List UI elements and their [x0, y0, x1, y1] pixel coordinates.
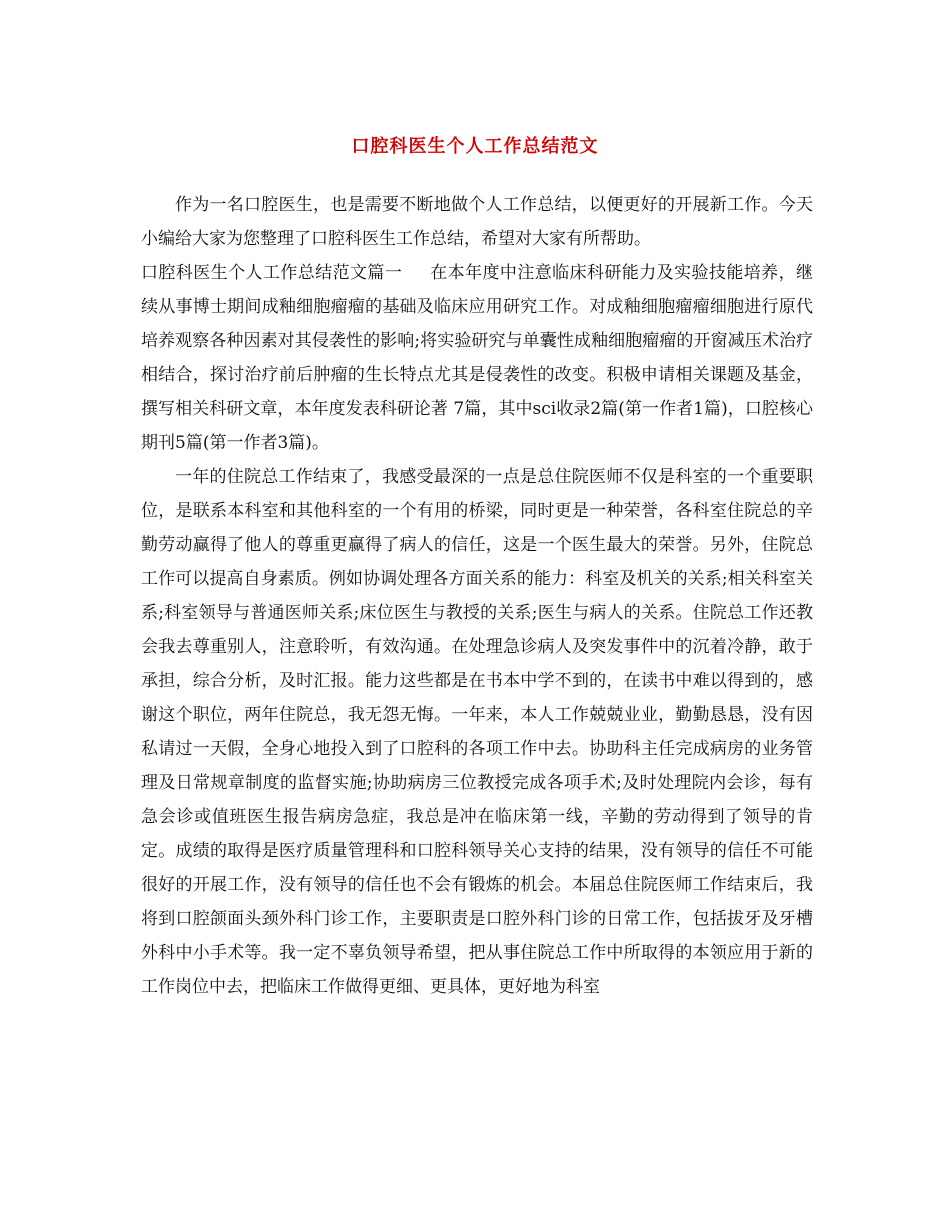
- document-body: [141, 188, 813, 1004]
- section-text: 在本年度中注意临床科研能力及实验技能培养，继续从事博士期间成釉细胞瘤瘤的基础及临床应用研究工作。对成釉细胞瘤瘤细胞进行原代培养观察各种因素对其侵袭性的影响;将实验研究与单囊性成釉细胞瘤瘤的开窗减压术治疗相结合，探讨治疗前后肿瘤的生长特点尤其是侵袭性的改变。积极申请相关课题及基金，撰写相关科研文章，本年度发表科研论著 7篇，其中sci收录2篇(第一作者1篇)，口腔核心期刊5篇(第一作者3篇)。: [141, 263, 813, 453]
- section-paragraph: [141, 256, 813, 460]
- section-heading: 口腔科医生个人工作总结范文篇一: [141, 263, 403, 283]
- document-title: 口腔科医生个人工作总结范文: [351, 136, 599, 158]
- body-paragraph-2: 一年的住院总工作结束了，我感受最深的一点是总住院医师不仅是科室的一个重要职位，是联系本科室和其他科室的一个有用的桥梁，同时更是一种荣誉，各科室住院总的辛勤劳动赢得了他人的尊重更赢得了病人的信任，这是一个医生最大的荣誉。另外，住院总工作可以提高自身素质。例如协调处理各方面关系的能力：科室及机关的关系;相关科室关系;科室领导与普通医师关系;床位医生与教授的关系;医生与病人的关系。住院总工作还教会我去尊重别人，注意聆听，有效沟通。在处理急诊病人及突发事件中的沉着冷静，敢于承担，综合分析，及时汇报。能力这些都是在书本中学不到的，在读书中难以得到的，感谢这个职位，两年住院总，我无怨无悔。一年来，本人工作兢兢业业，勤勤恳恳，没有因私请过一天假，全身心地投入到了口腔科的各项工作中去。协助科主任完成病房的业务管理及日常规章制度的监督实施;协助病房三位教授完成各项手术;及时处理院内会诊，每有急会诊或值班医生报告病房急症，我总是冲在临床第一线，辛勤的劳动得到了领导的肯定。成绩的取得是医疗质量管理科和口腔科领导关心支持的结果，没有领导的信任不可能很好的开展工作，没有领导的信任也不会有锻炼的机会。本届总住院医师工作结束后，我将到口腔颌面头颈外科门诊工作，主要职责是口腔外科门诊的日常工作，包括拔牙及牙槽外科中小手术等。我一定不辜负领导希望，把从事住院总工作中所取得的本领应用于新的工作岗位中去，把临床工作做得更细、更具体，更好地为科室: [141, 467, 813, 997]
- intro-paragraph: 作为一名口腔医生，也是需要不断地做个人工作总结，以便更好的开展新工作。今天小编给大家为您整理了口腔科医生工作总结，希望对大家有所帮助。: [141, 195, 813, 249]
